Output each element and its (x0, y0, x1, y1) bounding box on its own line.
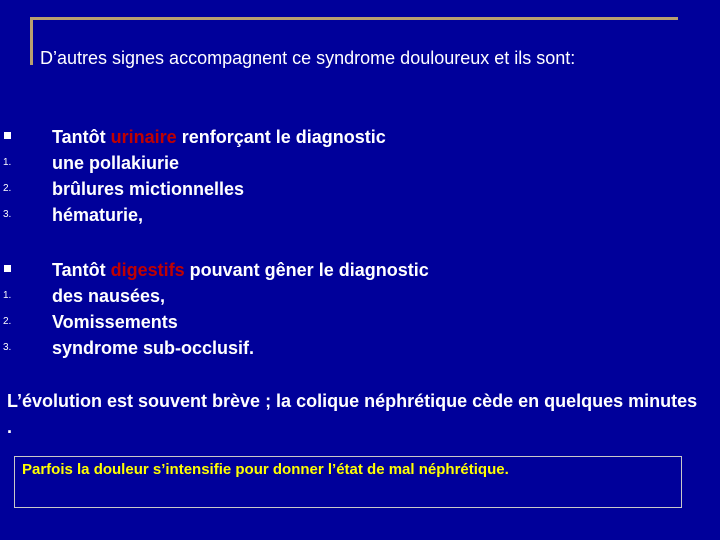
item-text: des nausées, (52, 286, 166, 306)
bullet-text (52, 257, 429, 283)
item-text: une pollakiurie (52, 153, 180, 173)
title-frame-left (30, 17, 33, 65)
list-item (0, 309, 720, 335)
evolution-paragraph: L’évolution est souvent brève ; la colique néphrétique cède en quelques minutes . (7, 391, 698, 437)
note-box (14, 456, 682, 508)
item-text: brûlures mictionnelles (52, 179, 245, 199)
square-bullet-icon (4, 265, 11, 272)
item-text: hématurie, (52, 205, 144, 225)
item-number: 3. (3, 209, 12, 220)
item-number: 1. (3, 157, 12, 168)
item-text: syndrome sub-occlusif. (52, 338, 255, 358)
square-bullet-icon (4, 132, 11, 139)
item-number: 2. (3, 183, 12, 194)
list-item (0, 176, 720, 202)
list-item (0, 283, 720, 309)
bullet-row-urinaire (0, 124, 720, 150)
bullet-row-digestifs (0, 257, 720, 283)
slide-title: D’autres signes accompagnent ce syndrome douloureux et ils sont: (40, 48, 576, 68)
lead-prefix: Tantôt (52, 127, 111, 147)
item-number: 3. (3, 342, 12, 353)
lead-suffix: pouvant gêner le diagnostic (184, 260, 429, 280)
lead-suffix: renforçant le diagnostic (176, 127, 386, 147)
bullet-text (52, 124, 386, 150)
list-item (0, 202, 720, 228)
item-number: 1. (3, 290, 12, 301)
item-number: 2. (3, 316, 12, 327)
lead-highlight: digestifs (110, 260, 185, 280)
list-item (0, 335, 720, 361)
note-text: Parfois la douleur s’intensifie pour donner l’état de mal néphrétique. (22, 461, 509, 478)
lead-prefix: Tantôt (52, 260, 111, 280)
title-frame-top (30, 17, 678, 20)
lead-highlight: urinaire (110, 127, 177, 147)
list-item (0, 150, 720, 176)
item-text: Vomissements (52, 312, 178, 332)
